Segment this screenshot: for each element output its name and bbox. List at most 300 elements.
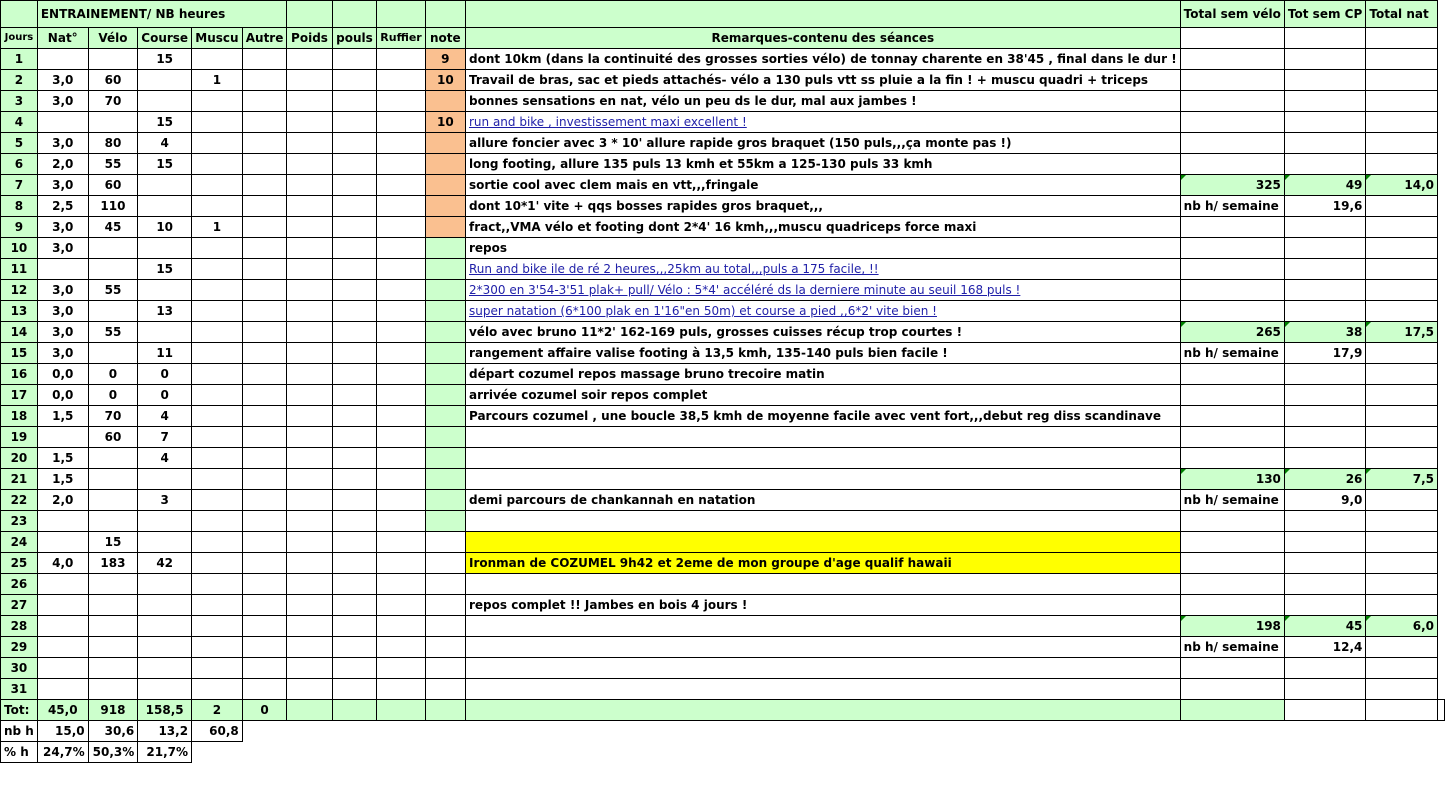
nat-cell[interactable] [37, 658, 88, 679]
course-cell[interactable]: 4 [138, 448, 192, 469]
muscu-cell[interactable] [192, 364, 243, 385]
note-cell[interactable] [425, 133, 465, 154]
note-cell[interactable]: 9 [425, 49, 465, 70]
velo-cell[interactable] [88, 679, 138, 700]
pouls-cell[interactable] [332, 196, 377, 217]
muscu-cell[interactable] [192, 511, 243, 532]
muscu-cell[interactable] [192, 343, 243, 364]
pouls-cell[interactable] [332, 70, 377, 91]
nat-cell[interactable]: 0,0 [37, 385, 88, 406]
pouls-cell[interactable] [332, 280, 377, 301]
ruffier-cell[interactable] [377, 322, 425, 343]
velo-cell[interactable] [88, 658, 138, 679]
muscu-cell[interactable] [192, 238, 243, 259]
poids-cell[interactable] [287, 133, 332, 154]
autre-cell[interactable] [242, 637, 287, 658]
muscu-cell[interactable] [192, 49, 243, 70]
header-ruffier[interactable]: Ruffier [377, 28, 425, 49]
empty-cell[interactable] [1366, 721, 1438, 742]
velo-cell[interactable] [88, 511, 138, 532]
nat-cell[interactable]: 3,0 [37, 133, 88, 154]
remark-cell[interactable] [465, 574, 1180, 595]
empty-cell[interactable] [1366, 133, 1438, 154]
empty-cell[interactable] [1180, 721, 1284, 742]
note-cell[interactable] [425, 448, 465, 469]
week-hours-value[interactable]: 12,4 [1284, 637, 1365, 658]
course-cell[interactable]: 0 [138, 364, 192, 385]
empty-cell[interactable] [1180, 301, 1284, 322]
ruffier-cell[interactable] [377, 679, 425, 700]
poids-cell[interactable] [287, 679, 332, 700]
remark-cell[interactable]: fract,,VMA vélo et footing dont 2*4' 16 kmh,,,muscu quadriceps force maxi [465, 217, 1180, 238]
header-course[interactable]: Course [138, 28, 192, 49]
pouls-cell[interactable] [332, 553, 377, 574]
muscu-cell[interactable] [192, 658, 243, 679]
hours-nat[interactable]: 15,0 [37, 721, 88, 742]
poids-cell[interactable] [287, 448, 332, 469]
nat-cell[interactable] [37, 637, 88, 658]
poids-cell[interactable] [287, 343, 332, 364]
course-cell[interactable]: 0 [138, 385, 192, 406]
course-cell[interactable] [138, 280, 192, 301]
empty-cell[interactable] [332, 742, 377, 763]
empty-cell[interactable] [1180, 532, 1284, 553]
muscu-cell[interactable] [192, 679, 243, 700]
empty-cell[interactable] [1180, 385, 1284, 406]
nat-cell[interactable]: 3,0 [37, 70, 88, 91]
course-cell[interactable] [138, 574, 192, 595]
day-cell[interactable]: 4 [1, 112, 38, 133]
week-total-nat[interactable]: 7,5 [1366, 469, 1438, 490]
nat-cell[interactable]: 3,0 [37, 322, 88, 343]
empty-cell[interactable] [1366, 196, 1438, 217]
week-total-cp[interactable]: 45 [1284, 616, 1365, 637]
remark-cell[interactable]: repos complet !! Jambes en bois 4 jours ! [465, 595, 1180, 616]
empty-cell[interactable] [1366, 49, 1438, 70]
ruffier-cell[interactable] [377, 343, 425, 364]
pouls-cell[interactable] [332, 49, 377, 70]
remark-cell[interactable]: bonnes sensations en nat, vélo un peu ds le dur, mal aux jambes ! [465, 91, 1180, 112]
note-cell[interactable] [425, 532, 465, 553]
autre-cell[interactable] [242, 553, 287, 574]
day-cell[interactable]: 5 [1, 133, 38, 154]
empty-cell[interactable] [1366, 301, 1438, 322]
autre-cell[interactable] [242, 658, 287, 679]
empty-cell[interactable] [1284, 280, 1365, 301]
autre-cell[interactable] [242, 364, 287, 385]
nat-cell[interactable]: 2,0 [37, 154, 88, 175]
empty-cell[interactable] [1284, 448, 1365, 469]
day-cell[interactable]: 20 [1, 448, 38, 469]
empty-cell[interactable] [1366, 511, 1438, 532]
remark-cell[interactable] [465, 658, 1180, 679]
muscu-cell[interactable] [192, 259, 243, 280]
empty-cell[interactable] [1180, 574, 1284, 595]
empty-cell[interactable] [1180, 49, 1284, 70]
course-cell[interactable] [138, 469, 192, 490]
course-cell[interactable]: 15 [138, 259, 192, 280]
muscu-cell[interactable] [192, 595, 243, 616]
week-total-nat[interactable]: 14,0 [1366, 175, 1438, 196]
course-cell[interactable] [138, 238, 192, 259]
nat-cell[interactable]: 3,0 [37, 301, 88, 322]
ruffier-cell[interactable] [377, 574, 425, 595]
ruffier-cell[interactable] [377, 658, 425, 679]
empty-header-cell[interactable] [465, 1, 1180, 28]
note-cell[interactable] [425, 553, 465, 574]
hours-velo[interactable]: 30,6 [88, 721, 138, 742]
empty-cell[interactable] [1366, 28, 1438, 49]
empty-header-cell[interactable] [425, 1, 465, 28]
empty-cell[interactable] [1180, 679, 1284, 700]
empty-header-cell[interactable] [377, 1, 425, 28]
nat-cell[interactable] [37, 616, 88, 637]
empty-cell[interactable] [287, 742, 332, 763]
nat-cell[interactable]: 3,0 [37, 238, 88, 259]
header-nat[interactable]: Nat° [37, 28, 88, 49]
remark-cell[interactable] [465, 112, 1180, 133]
empty-cell[interactable] [1366, 532, 1438, 553]
week-hours-label[interactable]: nb h/ semaine [1180, 490, 1284, 511]
nat-cell[interactable] [37, 112, 88, 133]
poids-cell[interactable] [287, 427, 332, 448]
muscu-cell[interactable] [192, 574, 243, 595]
pouls-cell[interactable] [332, 532, 377, 553]
empty-cell[interactable] [1180, 448, 1284, 469]
remark-cell[interactable] [465, 637, 1180, 658]
velo-cell[interactable] [88, 448, 138, 469]
header-autre[interactable]: Autre [242, 28, 287, 49]
empty-cell[interactable] [1284, 238, 1365, 259]
ruffier-cell[interactable] [377, 196, 425, 217]
ruffier-cell[interactable] [377, 595, 425, 616]
ruffier-cell[interactable] [377, 637, 425, 658]
empty-cell[interactable] [1366, 112, 1438, 133]
autre-cell[interactable] [242, 406, 287, 427]
empty-cell[interactable] [1284, 742, 1365, 763]
empty-cell[interactable] [465, 721, 1180, 742]
week-hours-value[interactable]: 9,0 [1284, 490, 1365, 511]
remark-cell[interactable]: Travail de bras, sac et pieds attachés- vélo a 130 puls vtt ss pluie a la fin ! + muscu quadri + triceps [465, 70, 1180, 91]
ruffier-cell[interactable] [377, 49, 425, 70]
day-cell[interactable]: 13 [1, 301, 38, 322]
total-course[interactable]: 158,5 [138, 700, 192, 721]
empty-cell[interactable] [425, 721, 465, 742]
course-cell[interactable] [138, 70, 192, 91]
pouls-cell[interactable] [332, 448, 377, 469]
empty-cell[interactable] [1180, 112, 1284, 133]
day-cell[interactable]: 26 [1, 574, 38, 595]
course-cell[interactable]: 4 [138, 133, 192, 154]
autre-cell[interactable] [242, 343, 287, 364]
pouls-cell[interactable] [332, 91, 377, 112]
pouls-cell[interactable] [332, 301, 377, 322]
total-empty-cell[interactable] [332, 700, 377, 721]
day-cell[interactable]: 7 [1, 175, 38, 196]
empty-cell[interactable] [1366, 553, 1438, 574]
empty-cell[interactable] [1284, 154, 1365, 175]
empty-cell[interactable] [1284, 364, 1365, 385]
poids-cell[interactable] [287, 217, 332, 238]
total-velo[interactable]: 918 [88, 700, 138, 721]
week-total-cp[interactable]: 26 [1284, 469, 1365, 490]
poids-cell[interactable] [287, 301, 332, 322]
percent-course[interactable]: 21,7% [138, 742, 192, 763]
remark-cell[interactable] [465, 616, 1180, 637]
nat-cell[interactable]: 3,0 [37, 175, 88, 196]
remark-cell[interactable]: Ironman de COZUMEL 9h42 et 2eme de mon groupe d'age qualif hawaii [465, 553, 1180, 574]
velo-cell[interactable] [88, 490, 138, 511]
day-cell[interactable]: 16 [1, 364, 38, 385]
pouls-cell[interactable] [332, 511, 377, 532]
pouls-cell[interactable] [332, 658, 377, 679]
velo-cell[interactable] [88, 49, 138, 70]
ruffier-cell[interactable] [377, 448, 425, 469]
note-cell[interactable] [425, 406, 465, 427]
empty-cell[interactable] [1366, 217, 1438, 238]
velo-cell[interactable] [88, 595, 138, 616]
course-cell[interactable]: 13 [138, 301, 192, 322]
percent-label[interactable]: % h [1, 742, 38, 763]
note-cell[interactable] [425, 238, 465, 259]
nat-cell[interactable]: 3,0 [37, 91, 88, 112]
hours-course[interactable]: 13,2 [138, 721, 192, 742]
empty-cell[interactable] [1284, 385, 1365, 406]
day-cell[interactable]: 18 [1, 406, 38, 427]
course-cell[interactable]: 3 [138, 490, 192, 511]
velo-cell[interactable] [88, 259, 138, 280]
velo-cell[interactable]: 70 [88, 91, 138, 112]
empty-cell[interactable] [1284, 595, 1365, 616]
empty-cell[interactable] [425, 742, 465, 763]
pouls-cell[interactable] [332, 406, 377, 427]
note-cell[interactable] [425, 490, 465, 511]
remark-cell[interactable]: sortie cool avec clem mais en vtt,,,fringale [465, 175, 1180, 196]
poids-cell[interactable] [287, 196, 332, 217]
empty-cell[interactable] [1180, 364, 1284, 385]
poids-cell[interactable] [287, 553, 332, 574]
remark-cell[interactable]: Parcours cozumel , une boucle 38,5 kmh de moyenne facile avec vent fort,,,debut reg diss scandinave [465, 406, 1180, 427]
ruffier-cell[interactable] [377, 238, 425, 259]
day-cell[interactable]: 22 [1, 490, 38, 511]
note-cell[interactable] [425, 637, 465, 658]
empty-cell[interactable] [1180, 427, 1284, 448]
muscu-cell[interactable] [192, 490, 243, 511]
autre-cell[interactable] [242, 196, 287, 217]
note-cell[interactable] [425, 280, 465, 301]
ruffier-cell[interactable] [377, 112, 425, 133]
course-cell[interactable] [138, 595, 192, 616]
ruffier-cell[interactable] [377, 469, 425, 490]
empty-cell[interactable] [1284, 679, 1365, 700]
empty-cell[interactable] [1284, 406, 1365, 427]
autre-cell[interactable] [242, 427, 287, 448]
muscu-cell[interactable] [192, 448, 243, 469]
header-muscu[interactable]: Muscu [192, 28, 243, 49]
remark-cell[interactable]: allure foncier avec 3 * 10' allure rapide gros braquet (150 puls,,,ça monte pas !) [465, 133, 1180, 154]
empty-header-cell[interactable] [287, 1, 332, 28]
empty-cell[interactable] [1366, 406, 1438, 427]
empty-cell[interactable] [1366, 658, 1438, 679]
corner-cell[interactable] [1, 1, 38, 28]
velo-cell[interactable]: 60 [88, 175, 138, 196]
velo-cell[interactable]: 55 [88, 154, 138, 175]
autre-cell[interactable] [242, 217, 287, 238]
velo-cell[interactable] [88, 469, 138, 490]
empty-cell[interactable] [1284, 700, 1365, 721]
poids-cell[interactable] [287, 238, 332, 259]
course-cell[interactable] [138, 322, 192, 343]
pouls-cell[interactable] [332, 469, 377, 490]
empty-cell[interactable] [1180, 70, 1284, 91]
muscu-cell[interactable] [192, 427, 243, 448]
week-total-cp[interactable]: 38 [1284, 322, 1365, 343]
note-cell[interactable] [425, 343, 465, 364]
day-cell[interactable]: 23 [1, 511, 38, 532]
autre-cell[interactable] [242, 154, 287, 175]
poids-cell[interactable] [287, 616, 332, 637]
autre-cell[interactable] [242, 70, 287, 91]
header-total-nat[interactable]: Total nat [1366, 1, 1438, 28]
total-empty-cell[interactable] [425, 700, 465, 721]
poids-cell[interactable] [287, 175, 332, 196]
remark-cell[interactable]: dont 10km (dans la continuité des grosses sorties vélo) de tonnay charente en 38'45 , final dans le dur ! [465, 49, 1180, 70]
empty-cell[interactable] [1366, 154, 1438, 175]
header-velo[interactable]: Vélo [88, 28, 138, 49]
ruffier-cell[interactable] [377, 427, 425, 448]
velo-cell[interactable]: 0 [88, 385, 138, 406]
hours-muscu[interactable]: 60,8 [192, 721, 243, 742]
remark-hyperlink[interactable]: Run and bike ile de ré 2 heures,,,25km au total,,,puls a 175 facile, !! [468, 262, 879, 276]
nat-cell[interactable] [37, 427, 88, 448]
nat-cell[interactable] [37, 574, 88, 595]
empty-cell[interactable] [242, 742, 287, 763]
empty-cell[interactable] [1180, 742, 1284, 763]
nat-cell[interactable] [37, 49, 88, 70]
muscu-cell[interactable] [192, 301, 243, 322]
week-total-velo[interactable]: 130 [1180, 469, 1284, 490]
empty-cell[interactable] [1366, 637, 1438, 658]
ruffier-cell[interactable] [377, 490, 425, 511]
course-cell[interactable]: 7 [138, 427, 192, 448]
total-empty-cell[interactable] [1180, 700, 1284, 721]
course-cell[interactable] [138, 532, 192, 553]
day-cell[interactable]: 11 [1, 259, 38, 280]
empty-cell[interactable] [1284, 427, 1365, 448]
velo-cell[interactable] [88, 616, 138, 637]
ruffier-cell[interactable] [377, 385, 425, 406]
empty-cell[interactable] [1180, 91, 1284, 112]
ruffier-cell[interactable] [377, 364, 425, 385]
autre-cell[interactable] [242, 280, 287, 301]
pouls-cell[interactable] [332, 616, 377, 637]
poids-cell[interactable] [287, 490, 332, 511]
muscu-cell[interactable] [192, 553, 243, 574]
header-poids[interactable]: Poids [287, 28, 332, 49]
muscu-cell[interactable] [192, 175, 243, 196]
course-cell[interactable] [138, 616, 192, 637]
week-hours-value[interactable]: 17,9 [1284, 343, 1365, 364]
ruffier-cell[interactable] [377, 616, 425, 637]
remark-cell[interactable]: long footing, allure 135 puls 13 kmh et 55km a 125-130 puls 33 kmh [465, 154, 1180, 175]
velo-cell[interactable]: 15 [88, 532, 138, 553]
week-hours-label[interactable]: nb h/ semaine [1180, 637, 1284, 658]
nat-cell[interactable]: 2,5 [37, 196, 88, 217]
poids-cell[interactable] [287, 154, 332, 175]
pouls-cell[interactable] [332, 595, 377, 616]
nat-cell[interactable]: 4,0 [37, 553, 88, 574]
empty-cell[interactable] [1284, 259, 1365, 280]
week-total-nat[interactable]: 6,0 [1366, 616, 1438, 637]
poids-cell[interactable] [287, 385, 332, 406]
poids-cell[interactable] [287, 511, 332, 532]
empty-cell[interactable] [1366, 70, 1438, 91]
pouls-cell[interactable] [332, 259, 377, 280]
empty-cell[interactable] [1284, 658, 1365, 679]
velo-cell[interactable] [88, 343, 138, 364]
pouls-cell[interactable] [332, 175, 377, 196]
velo-cell[interactable] [88, 301, 138, 322]
day-cell[interactable]: 31 [1, 679, 38, 700]
velo-cell[interactable] [88, 574, 138, 595]
ruffier-cell[interactable] [377, 280, 425, 301]
poids-cell[interactable] [287, 49, 332, 70]
empty-cell[interactable] [1284, 553, 1365, 574]
percent-nat[interactable]: 24,7% [37, 742, 88, 763]
poids-cell[interactable] [287, 280, 332, 301]
empty-cell[interactable] [1180, 595, 1284, 616]
day-cell[interactable]: 14 [1, 322, 38, 343]
day-cell[interactable]: 17 [1, 385, 38, 406]
velo-cell[interactable]: 55 [88, 280, 138, 301]
remark-hyperlink[interactable]: 2*300 en 3'54-3'51 plak+ pull/ Vélo : 5*4' accéléré ds la derniere minute au seuil 168 puls ! [468, 283, 1021, 297]
total-nat[interactable]: 45,0 [37, 700, 88, 721]
pouls-cell[interactable] [332, 217, 377, 238]
muscu-cell[interactable] [192, 322, 243, 343]
note-cell[interactable] [425, 196, 465, 217]
note-cell[interactable] [425, 469, 465, 490]
empty-cell[interactable] [1284, 721, 1365, 742]
autre-cell[interactable] [242, 574, 287, 595]
pouls-cell[interactable] [332, 679, 377, 700]
nat-cell[interactable] [37, 679, 88, 700]
remark-cell[interactable] [465, 259, 1180, 280]
ruffier-cell[interactable] [377, 511, 425, 532]
poids-cell[interactable] [287, 637, 332, 658]
autre-cell[interactable] [242, 469, 287, 490]
empty-cell[interactable] [1180, 511, 1284, 532]
pouls-cell[interactable] [332, 574, 377, 595]
totals-label[interactable]: Tot: [1, 700, 38, 721]
pouls-cell[interactable] [332, 133, 377, 154]
total-empty-cell[interactable] [465, 700, 1180, 721]
empty-header-cell[interactable] [332, 1, 377, 28]
remark-cell[interactable]: demi parcours de chankannah en natation [465, 490, 1180, 511]
header-total-velo[interactable]: Total sem vélo [1180, 1, 1284, 28]
autre-cell[interactable] [242, 91, 287, 112]
empty-cell[interactable] [377, 742, 425, 763]
velo-cell[interactable]: 70 [88, 406, 138, 427]
empty-cell[interactable] [1366, 448, 1438, 469]
muscu-cell[interactable] [192, 196, 243, 217]
muscu-cell[interactable] [192, 91, 243, 112]
velo-cell[interactable]: 183 [88, 553, 138, 574]
total-autre[interactable]: 0 [242, 700, 287, 721]
autre-cell[interactable] [242, 679, 287, 700]
empty-cell[interactable] [1180, 217, 1284, 238]
remark-cell[interactable]: arrivée cozumel soir repos complet [465, 385, 1180, 406]
empty-cell[interactable] [1366, 679, 1438, 700]
